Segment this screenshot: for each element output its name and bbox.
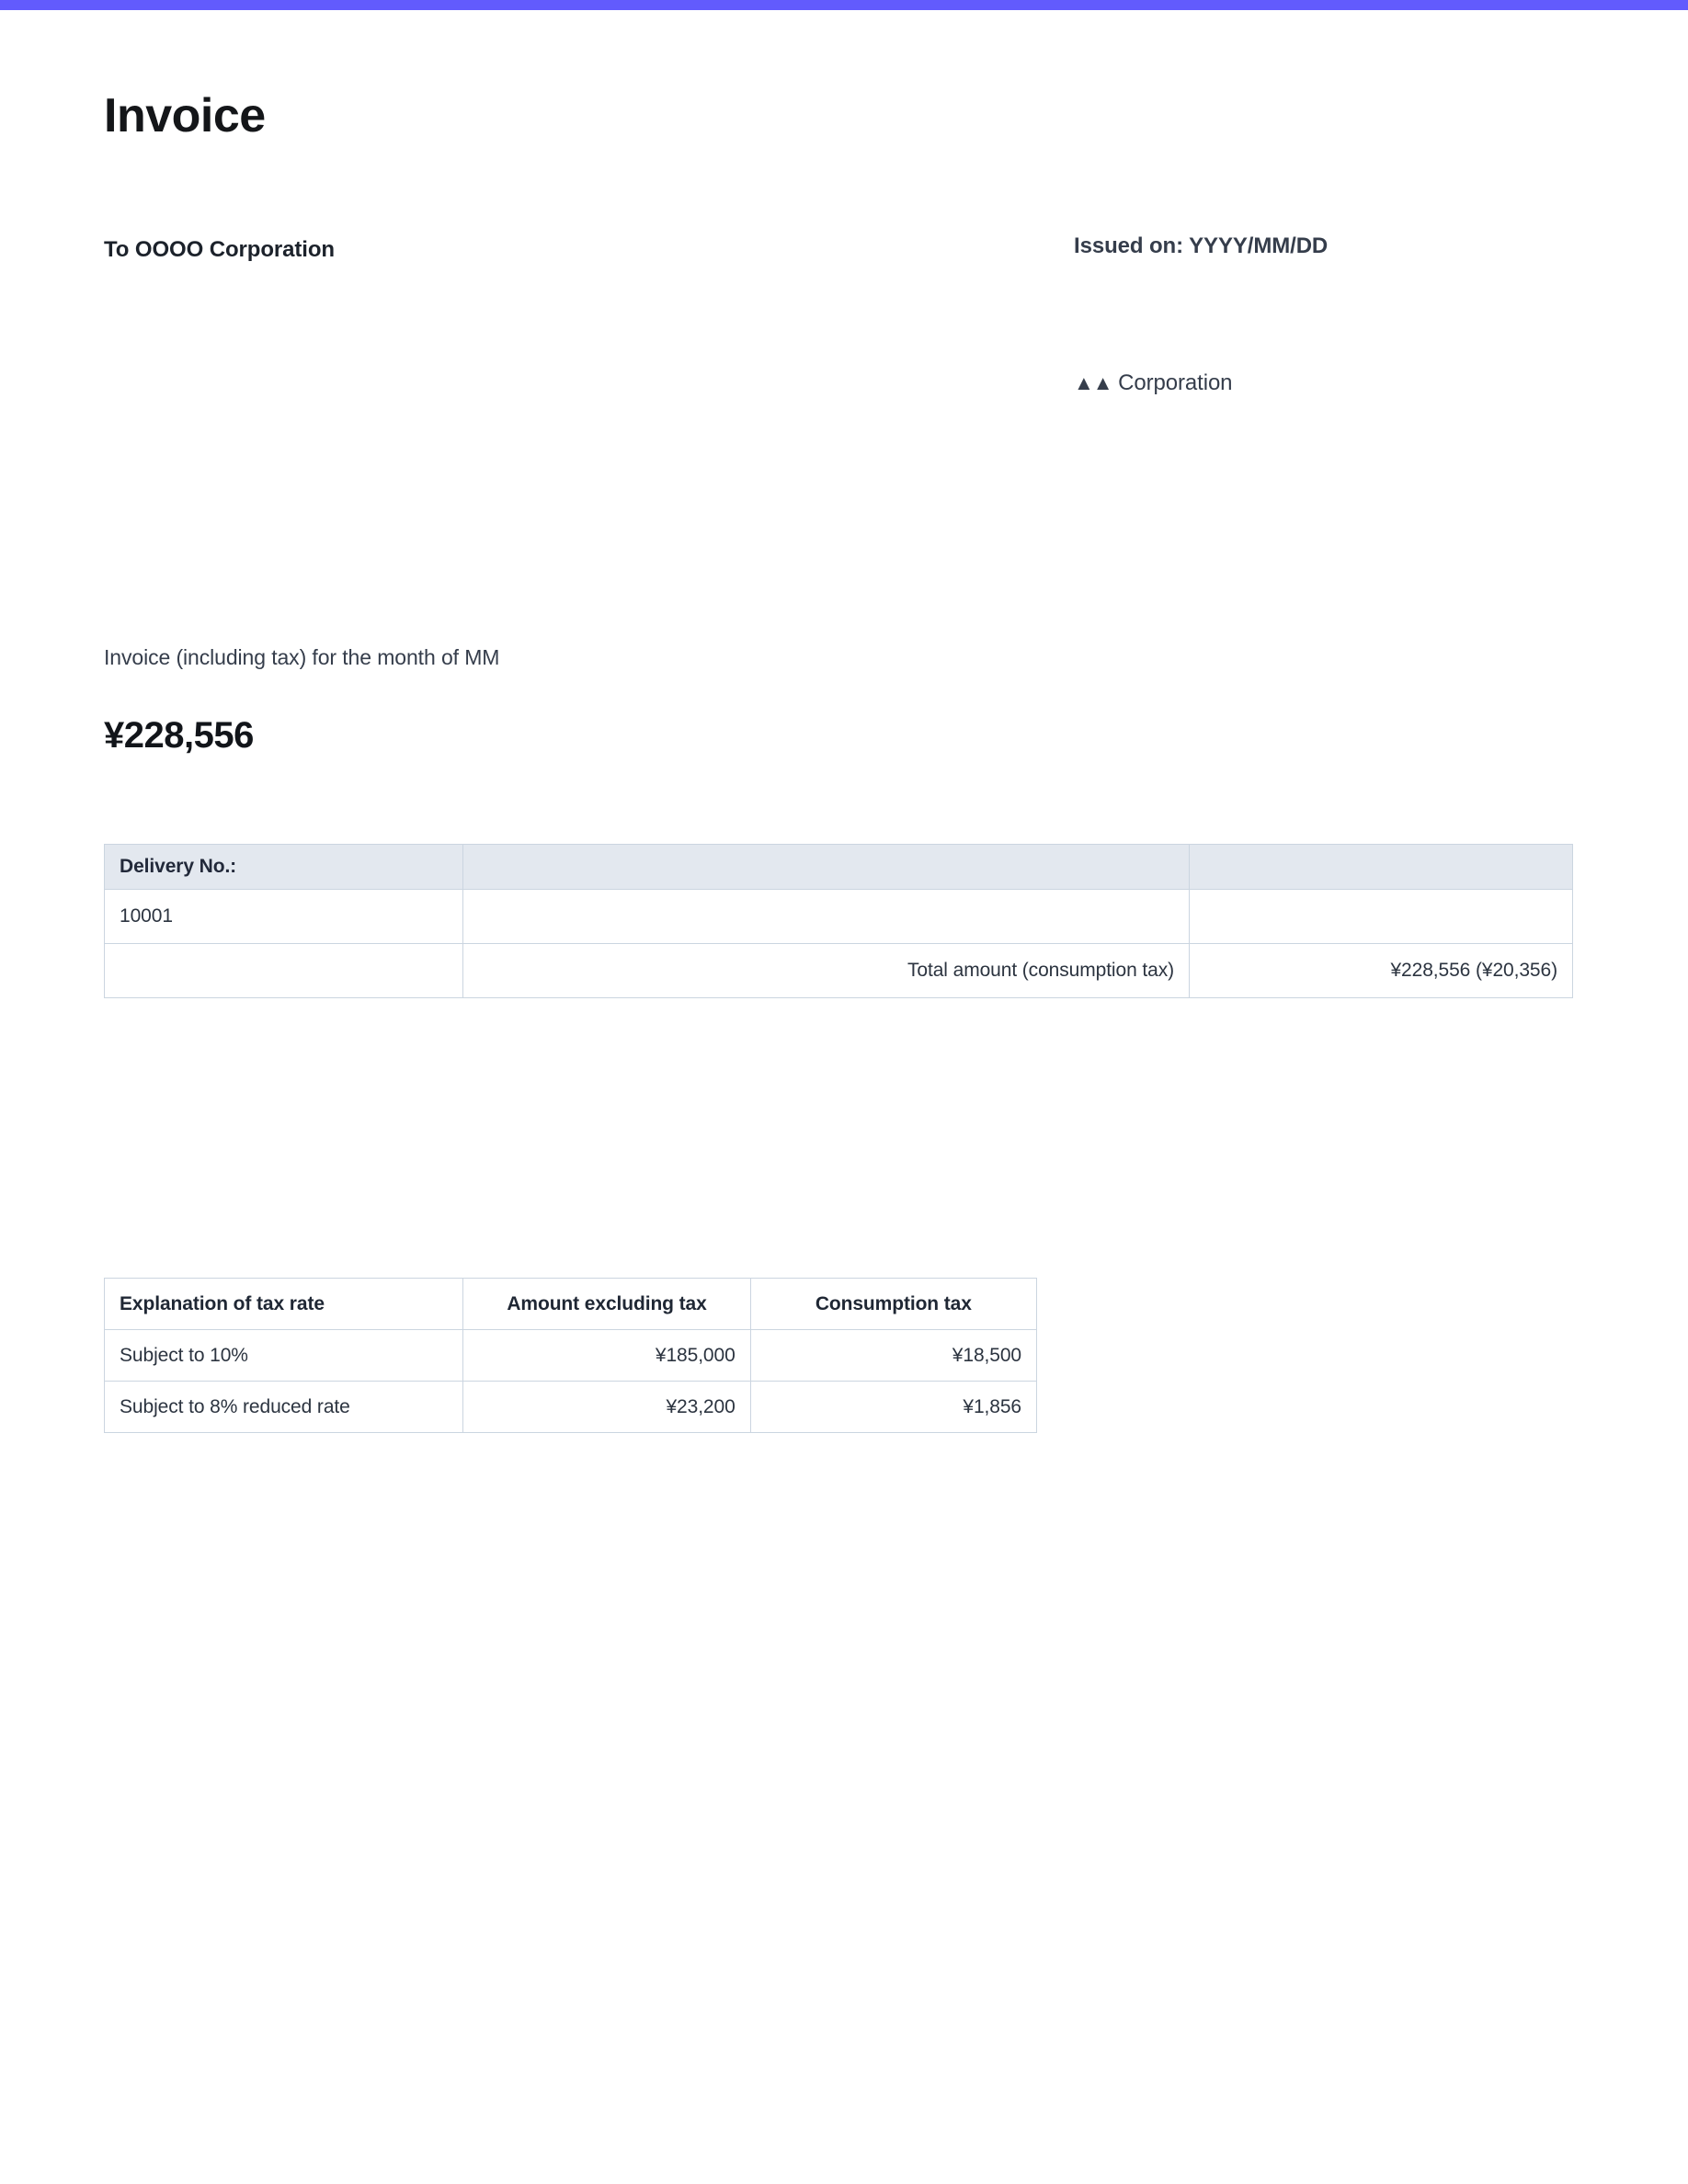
delivery-row1-blank-2 [1190, 890, 1573, 944]
delivery-header-blank-1 [463, 845, 1190, 890]
issued-on-label: Issued on: YYYY/MM/DD [1074, 233, 1329, 258]
page-title: Invoice [104, 89, 266, 142]
triangle-mark-icon: ▲▲ [1074, 371, 1112, 394]
table-row [105, 1382, 1037, 1433]
tax-rate-breakdown-table [104, 1278, 1037, 1433]
tax-rate-explanation-header: Explanation of tax rate [105, 1279, 463, 1330]
total-amount-value: ¥228,556 (¥20,356) [1190, 944, 1573, 998]
delivery-no-value: 10001 [105, 890, 463, 944]
invoice-summary-label: Invoice (including tax) for the month of MM [104, 645, 500, 669]
tax-rate-10-amount-excluding: ¥185,000 [463, 1330, 750, 1382]
tax-rate-8-amount-excluding: ¥23,200 [463, 1382, 750, 1433]
table-row [105, 1330, 1037, 1382]
total-amount-label: Total amount (consumption tax) [463, 944, 1190, 998]
delivery-table-header-row [105, 845, 1573, 890]
table-row [105, 890, 1573, 944]
issuer-name [1074, 370, 1232, 396]
bill-to-label: To OOOO Corporation [104, 237, 335, 262]
consumption-tax-header: Consumption tax [750, 1279, 1036, 1330]
delivery-table [104, 844, 1573, 998]
delivery-row2-blank [105, 944, 463, 998]
delivery-header-blank-2 [1190, 845, 1573, 890]
tax-table-header-row [105, 1279, 1037, 1330]
top-accent-bar [0, 0, 1688, 10]
tax-rate-10-consumption-tax: ¥18,500 [750, 1330, 1036, 1382]
tax-rate-8-consumption-tax: ¥1,856 [750, 1382, 1036, 1433]
delivery-no-header: Delivery No.: [105, 845, 463, 890]
tax-rate-10-label: Subject to 10% [105, 1330, 463, 1382]
delivery-row1-blank-1 [463, 890, 1190, 944]
issuer-name-text: Corporation [1112, 370, 1233, 395]
tax-rate-8-label: Subject to 8% reduced rate [105, 1382, 463, 1433]
amount-excluding-tax-header: Amount excluding tax [463, 1279, 750, 1330]
table-row [105, 944, 1573, 998]
invoice-total-amount: ¥228,556 [104, 715, 254, 756]
